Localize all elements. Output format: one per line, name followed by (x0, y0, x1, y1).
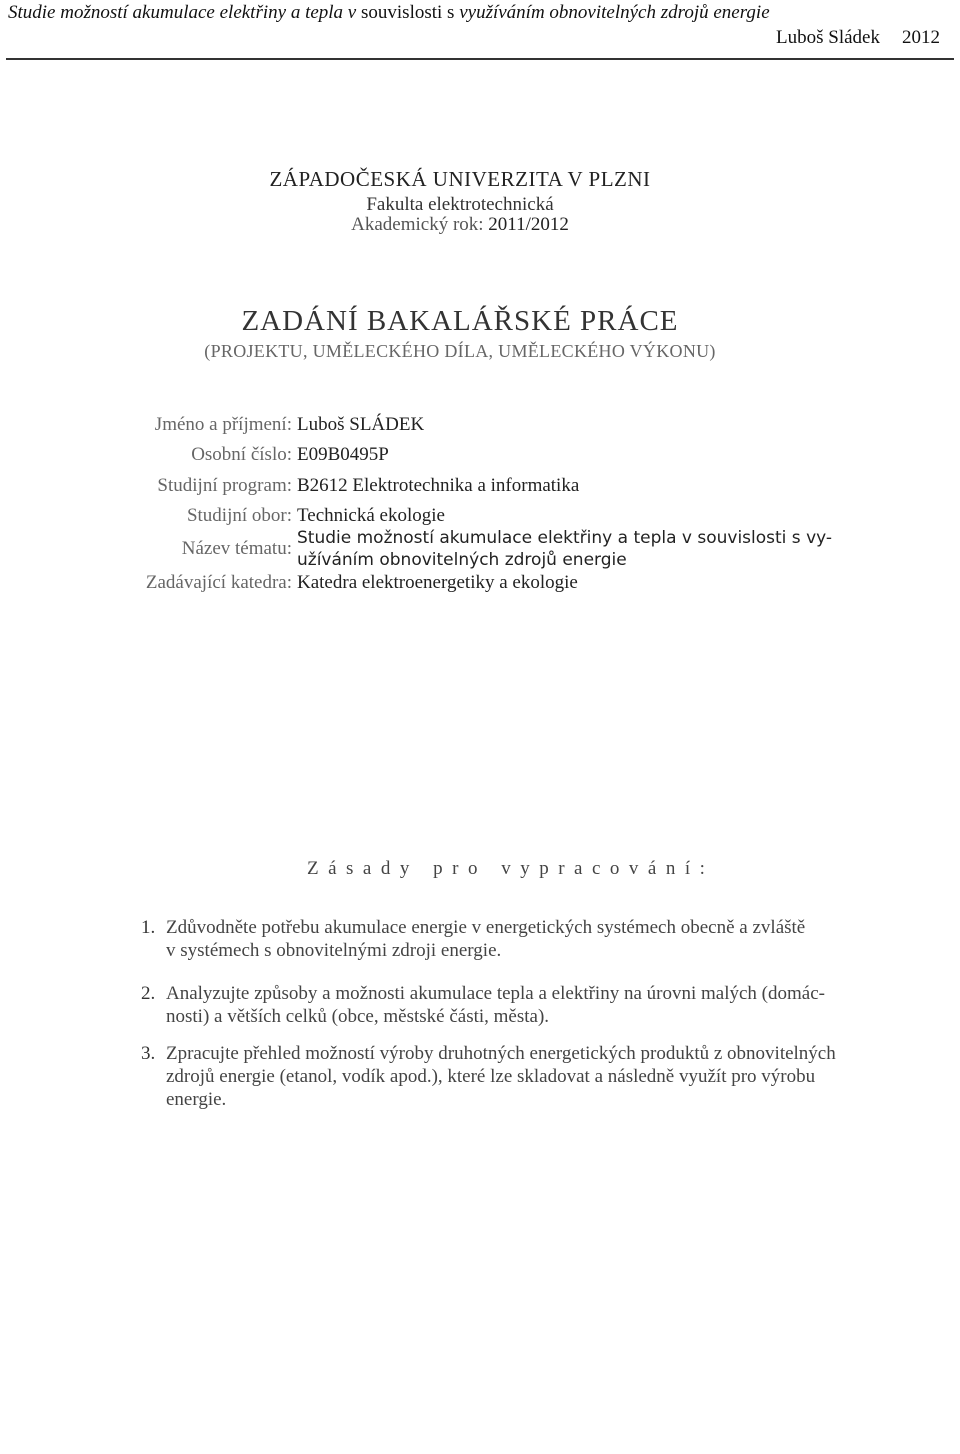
running-header-author-year (776, 27, 940, 49)
list-item-number: 2. (141, 983, 156, 1004)
principles-heading: Zásady pro vypracování: (307, 858, 715, 879)
topic-value-line2: užíváním obnovitelných zdrojů energie (297, 550, 627, 570)
id-value: E09B0495P (297, 444, 389, 465)
list-item-text (166, 982, 881, 1028)
department-value: Katedra elektroenergetiky a ekologie (297, 572, 578, 593)
university-name: ZÁPADOČESKÁ UNIVERZITA V PLZNI (269, 167, 651, 191)
topic-label: Název tématu: (181, 538, 292, 559)
list-item-line: Zpracujte přehled možností výroby druhotných energetických produktů z obnovitelných (166, 1043, 836, 1064)
academic-year-label: Akademický rok: (351, 214, 484, 235)
list-item-line: Zdůvodněte potřebu akumulace energie v energetických systémech obecně a zvláště (166, 917, 806, 938)
list-item-text (166, 916, 881, 962)
field-label: Studijní obor: (186, 505, 292, 526)
topic-value-line1: Studie možností akumulace elektřiny a tepla v souvislosti s vy- (297, 528, 833, 548)
faculty-name: Fakulta elektrotechnická (366, 194, 554, 215)
department-label: Zadávající katedra: (145, 572, 292, 593)
list-item-line: Analyzujte způsoby a možnosti akumulace tepla a elektřiny na úrovni malých (domác- (166, 983, 825, 1004)
running-header-author: Luboš Sládek (776, 27, 880, 48)
running-header-title (8, 2, 770, 24)
program-label: Studijní program: (157, 475, 292, 496)
list-item-number: 3. (141, 1043, 156, 1064)
academic-year (0, 214, 920, 236)
list-item-line: zdrojů energie (etanol, vodík apod.), které lze skladovat a následně využít pro výrobu (166, 1066, 816, 1087)
running-header-title-part1: Studie možností akumulace elektřiny a tepla v (8, 2, 357, 23)
program-value: B2612 Elektrotechnika a informatika (297, 475, 580, 496)
list-item-line: nosti) a větších celků (obce, městské části, města). (166, 1006, 550, 1027)
running-header-title-part3: využíváním obnovitelných zdrojů energie (459, 2, 770, 23)
running-header-year: 2012 (902, 27, 940, 48)
name-label: Jméno a příjmení: (154, 414, 292, 435)
name-value: Luboš SLÁDEK (297, 414, 425, 435)
assignment-subtitle: (PROJEKTU, UMĚLECKÉHO DÍLA, UMĚLECKÉHO VÝKONU) (204, 341, 716, 361)
academic-year-value: 2011/2012 (488, 214, 569, 235)
list-item-line: v systémech s obnovitelnými zdroji energie. (166, 940, 502, 961)
running-header-title-part2: souvislosti s (356, 2, 460, 23)
assignment-title: ZADÁNÍ BAKALÁŘSKÉ PRÁCE (241, 305, 679, 337)
list-item-number: 1. (141, 917, 156, 938)
running-header (6, 0, 954, 60)
field-value: Technická ekologie (297, 505, 445, 526)
list-item-text (166, 1042, 881, 1111)
id-label: Osobní číslo: (191, 444, 292, 465)
list-item-line: energie. (166, 1089, 227, 1110)
